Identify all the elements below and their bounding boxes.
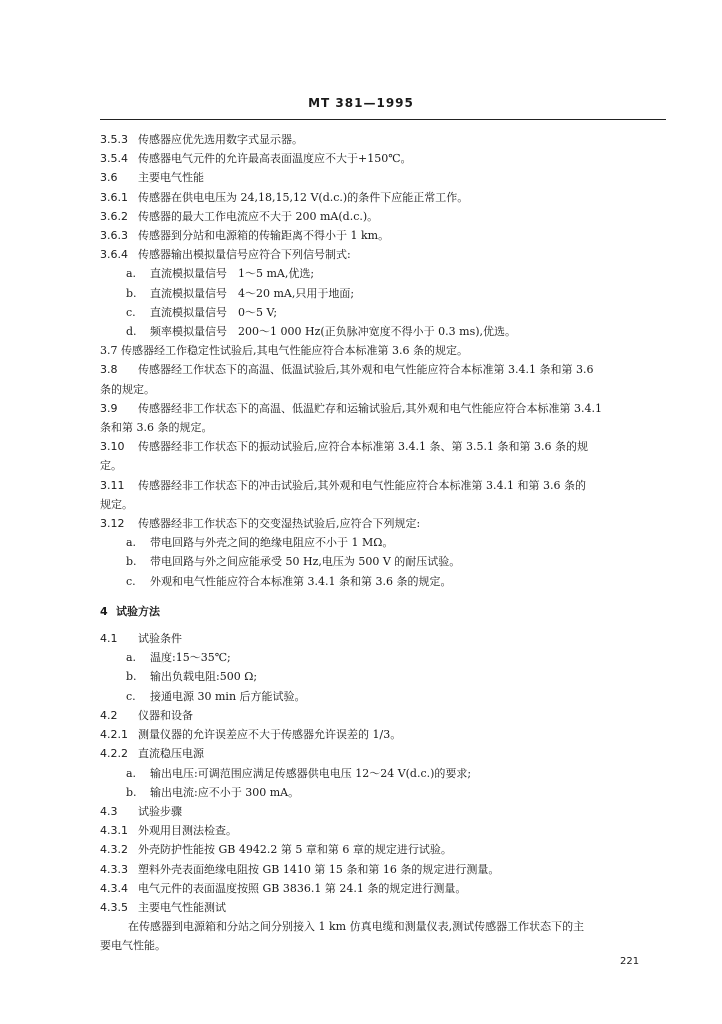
clause-3-7: 3.7 传感器经工作稳定性试验后,其电气性能应符合本标准第 3.6 条的规定。: [100, 344, 468, 358]
clause-3-6-4: 3.6.4 传感器输出模拟量信号应符合下列信号制式:: [100, 248, 351, 262]
page-header: MT 381—1995: [308, 96, 414, 110]
clause-3-10: 3.10 传感器经非工作状态下的振动试验后,应符合本标准第 3.4.1 条、第 3.5.1 条和第 3.6 条的规: [100, 440, 588, 454]
clause-4-3-5: 4.3.5 主要电气性能测试: [100, 900, 226, 914]
clause-4-2-2: 4.2.2 直流稳压电源: [100, 747, 204, 761]
clause-4-3-3: 4.3.3 塑料外壳表面绝缘电阻按 GB 1410 第 15 条和第 16 条的规定进行测量。: [100, 862, 500, 876]
clause-4-2: 4.2 仪器和设备: [100, 708, 193, 722]
clause-4-3-4: 4.3.4 电气元件的表面温度按照 GB 3836.1 第 24.1 条的规定进行测量。: [100, 881, 467, 895]
signal-item-c: c. 直流模拟量信号 0～5 V;: [126, 305, 278, 319]
clause-3-8-cont: 条的规定。: [100, 382, 155, 396]
clause-4-1-item-c: c. 接通电源 30 min 后方能试验。: [126, 689, 306, 703]
clause-4-2-1: 4.2.1 测量仪器的允许误差应不大于传感器允许误差的 1/3。: [100, 728, 402, 742]
signal-item-b: b. 直流模拟量信号 4～20 mA,只用于地面;: [126, 286, 355, 300]
clause-4-3-5-body: 在传感器到电源箱和分站之间分别接入 1 km 仿真电缆和测量仪表,测试传感器工作状态下的主: [128, 920, 585, 934]
clause-4-3-1: 4.3.1 外观用目测法检查。: [100, 824, 237, 838]
header-rule: [100, 119, 666, 120]
clause-3-10-cont: 定。: [100, 459, 122, 473]
clause-3-5-3: 3.5.3 传感器应优先选用数字式显示器。: [100, 133, 303, 146]
clause-3-6-3: 3.6.3 传感器到分站和电源箱的传输距离不得小于 1 km。: [100, 229, 390, 243]
clause-3-5-4: 3.5.4 传感器电气元件的允许最高表面温度应不大于+150℃。: [100, 152, 412, 166]
signal-item-a: a. 直流模拟量信号 1～5 mA,优选;: [126, 267, 315, 281]
clause-3-12-item-b: b. 带电回路与外之间应能承受 50 Hz,电压为 500 V 的耐压试验。: [126, 555, 461, 569]
page-number: 221: [620, 956, 640, 967]
clause-3-9-cont: 条和第 3.6 条的规定。: [100, 421, 213, 435]
section-4-heading: 4 试验方法: [100, 604, 160, 618]
clause-4-1-item-b: b. 输出负载电阻:500 Ω;: [126, 670, 258, 684]
clause-3-8: 3.8 传感器经工作状态下的高温、低温试验后,其外观和电气性能应符合本标准第 3.4.1 条和第 3.6: [100, 363, 594, 377]
clause-3-6-1: 3.6.1 传感器在供电电压为 24,18,15,12 V(d.c.)的条件下应能正常工作。: [100, 190, 469, 204]
clause-4-1-item-a: a. 温度:15～35℃;: [126, 651, 231, 665]
clause-3-11-cont: 规定。: [100, 497, 133, 511]
clause-4-3-5-body-cont: 要电气性能。: [100, 939, 166, 953]
clause-4-3: 4.3 试验步骤: [100, 804, 182, 818]
clause-3-6-2: 3.6.2 传感器的最大工作电流应不大于 200 mA(d.c.)。: [100, 209, 379, 223]
clause-4-1: 4.1 试验条件: [100, 632, 182, 646]
clause-4-2-2-item-b: b. 输出电流:应不小于 300 mA。: [126, 785, 300, 799]
clause-3-6: 3.6 主要电气性能: [100, 171, 204, 185]
clause-3-11: 3.11 传感器经非工作状态下的冲击试验后,其外观和电气性能应符合本标准第 3.4.1 和第 3.6 条的: [100, 478, 586, 492]
signal-item-d: d. 频率模拟量信号 200～1 000 Hz(正负脉冲宽度不得小于 0.3 ms),优选。: [126, 325, 517, 339]
document-body: [100, 130, 666, 956]
clause-3-12-item-a: a. 带电回路与外壳之间的绝缘电阻应不小于 1 MΩ。: [126, 536, 394, 550]
clause-3-9: 3.9 传感器经非工作状态下的高温、低温贮存和运输试验后,其外观和电气性能应符合本标准第 3.4.1: [100, 401, 602, 415]
clause-4-2-2-item-a: a. 输出电压:可调范围应满足传感器供电电压 12～24 V(d.c.)的要求;: [126, 766, 472, 780]
clause-3-12: 3.12 传感器经非工作状态下的交变湿热试验后,应符合下列规定:: [100, 517, 421, 531]
clause-4-3-2: 4.3.2 外壳防护性能按 GB 4942.2 第 5 章和第 6 章的规定进行试验。: [100, 843, 452, 857]
clause-3-12-item-c: c. 外观和电气性能应符合本标准第 3.4.1 条和第 3.6 条的规定。: [126, 574, 452, 588]
